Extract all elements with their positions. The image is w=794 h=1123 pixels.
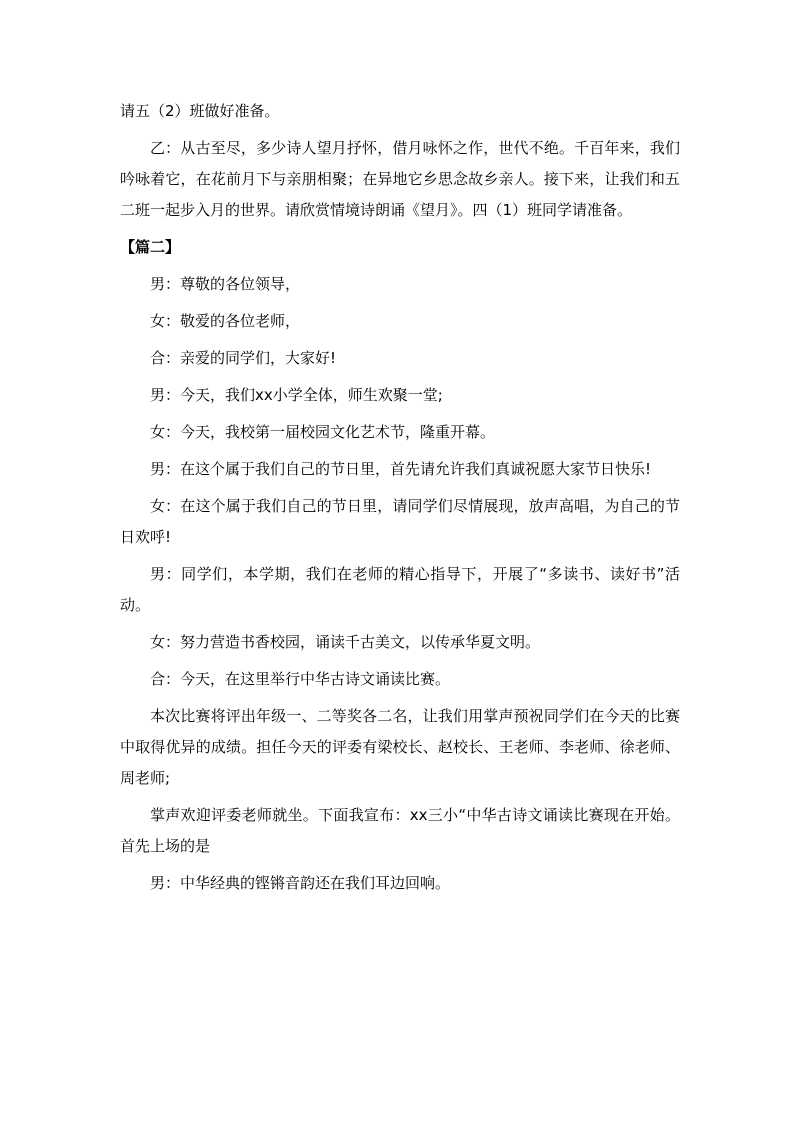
paragraph-female-greeting: 女：敬爱的各位老师，	[150, 312, 301, 330]
paragraph-1: 请五（2）班做好准备。	[120, 102, 280, 120]
paragraph-male-activity: 男：同学们，本学期，我们在老师的精心指导下，开展了“多读书、读好书”活动。	[120, 565, 680, 614]
paragraph-announcement: 掌声欢迎评委老师就坐。下面我宣布：xx三小“中华古诗文诵读比赛现在开始。首先上场的是	[120, 806, 680, 855]
paragraph-female-festival: 女：在这个属于我们自己的节日里，请同学们尽情展现，放声高唱，为自己的节日欢呼!	[120, 497, 680, 546]
paragraph-together-contest: 合：今天，在这里举行中华古诗文诵读比赛。	[150, 670, 451, 688]
paragraph-male-echo: 男：中华经典的铿锵音韵还在我们耳边回响。	[150, 874, 451, 892]
paragraph-male-festival: 男：在这个属于我们自己的节日里，首先请允许我们真诚祝愿大家节日快乐!	[150, 460, 652, 478]
paragraph-female-campus: 女：努力营造书香校园，诵读千古美文，以传承华夏文明。	[150, 633, 541, 651]
paragraph-together-greeting: 合：亲爱的同学们，大家好!	[150, 349, 337, 367]
paragraph-male-today: 男：今天，我们xx小学全体，师生欢聚一堂;	[150, 386, 443, 404]
paragraph-female-today: 女：今天，我校第一届校园文化艺术节，隆重开幕。	[150, 423, 496, 441]
document-body	[120, 96, 680, 905]
section-heading: 【篇二】	[120, 238, 181, 256]
paragraph-male-greeting: 男：尊敬的各位领导，	[150, 275, 301, 293]
paragraph-awards: 本次比赛将评出年级一、二等奖各二名，让我们用掌声预祝同学们在今天的比赛中取得优异的成绩。担任今天的评委有梁校长、赵校长、王老师、李老师、徐老师、周老师;	[120, 707, 680, 787]
paragraph-2: 乙：从古至尽，多少诗人望月抒怀，借月咏怀之作，世代不绝。千百年来，我们吟咏着它，在花前月下与亲朋相聚；在异地它乡思念故乡亲人。接下来，让我们和五二班一起步入月的世界。请欣赏情境诗朗诵《望月》。四（1）班同学请准备。	[120, 139, 680, 219]
